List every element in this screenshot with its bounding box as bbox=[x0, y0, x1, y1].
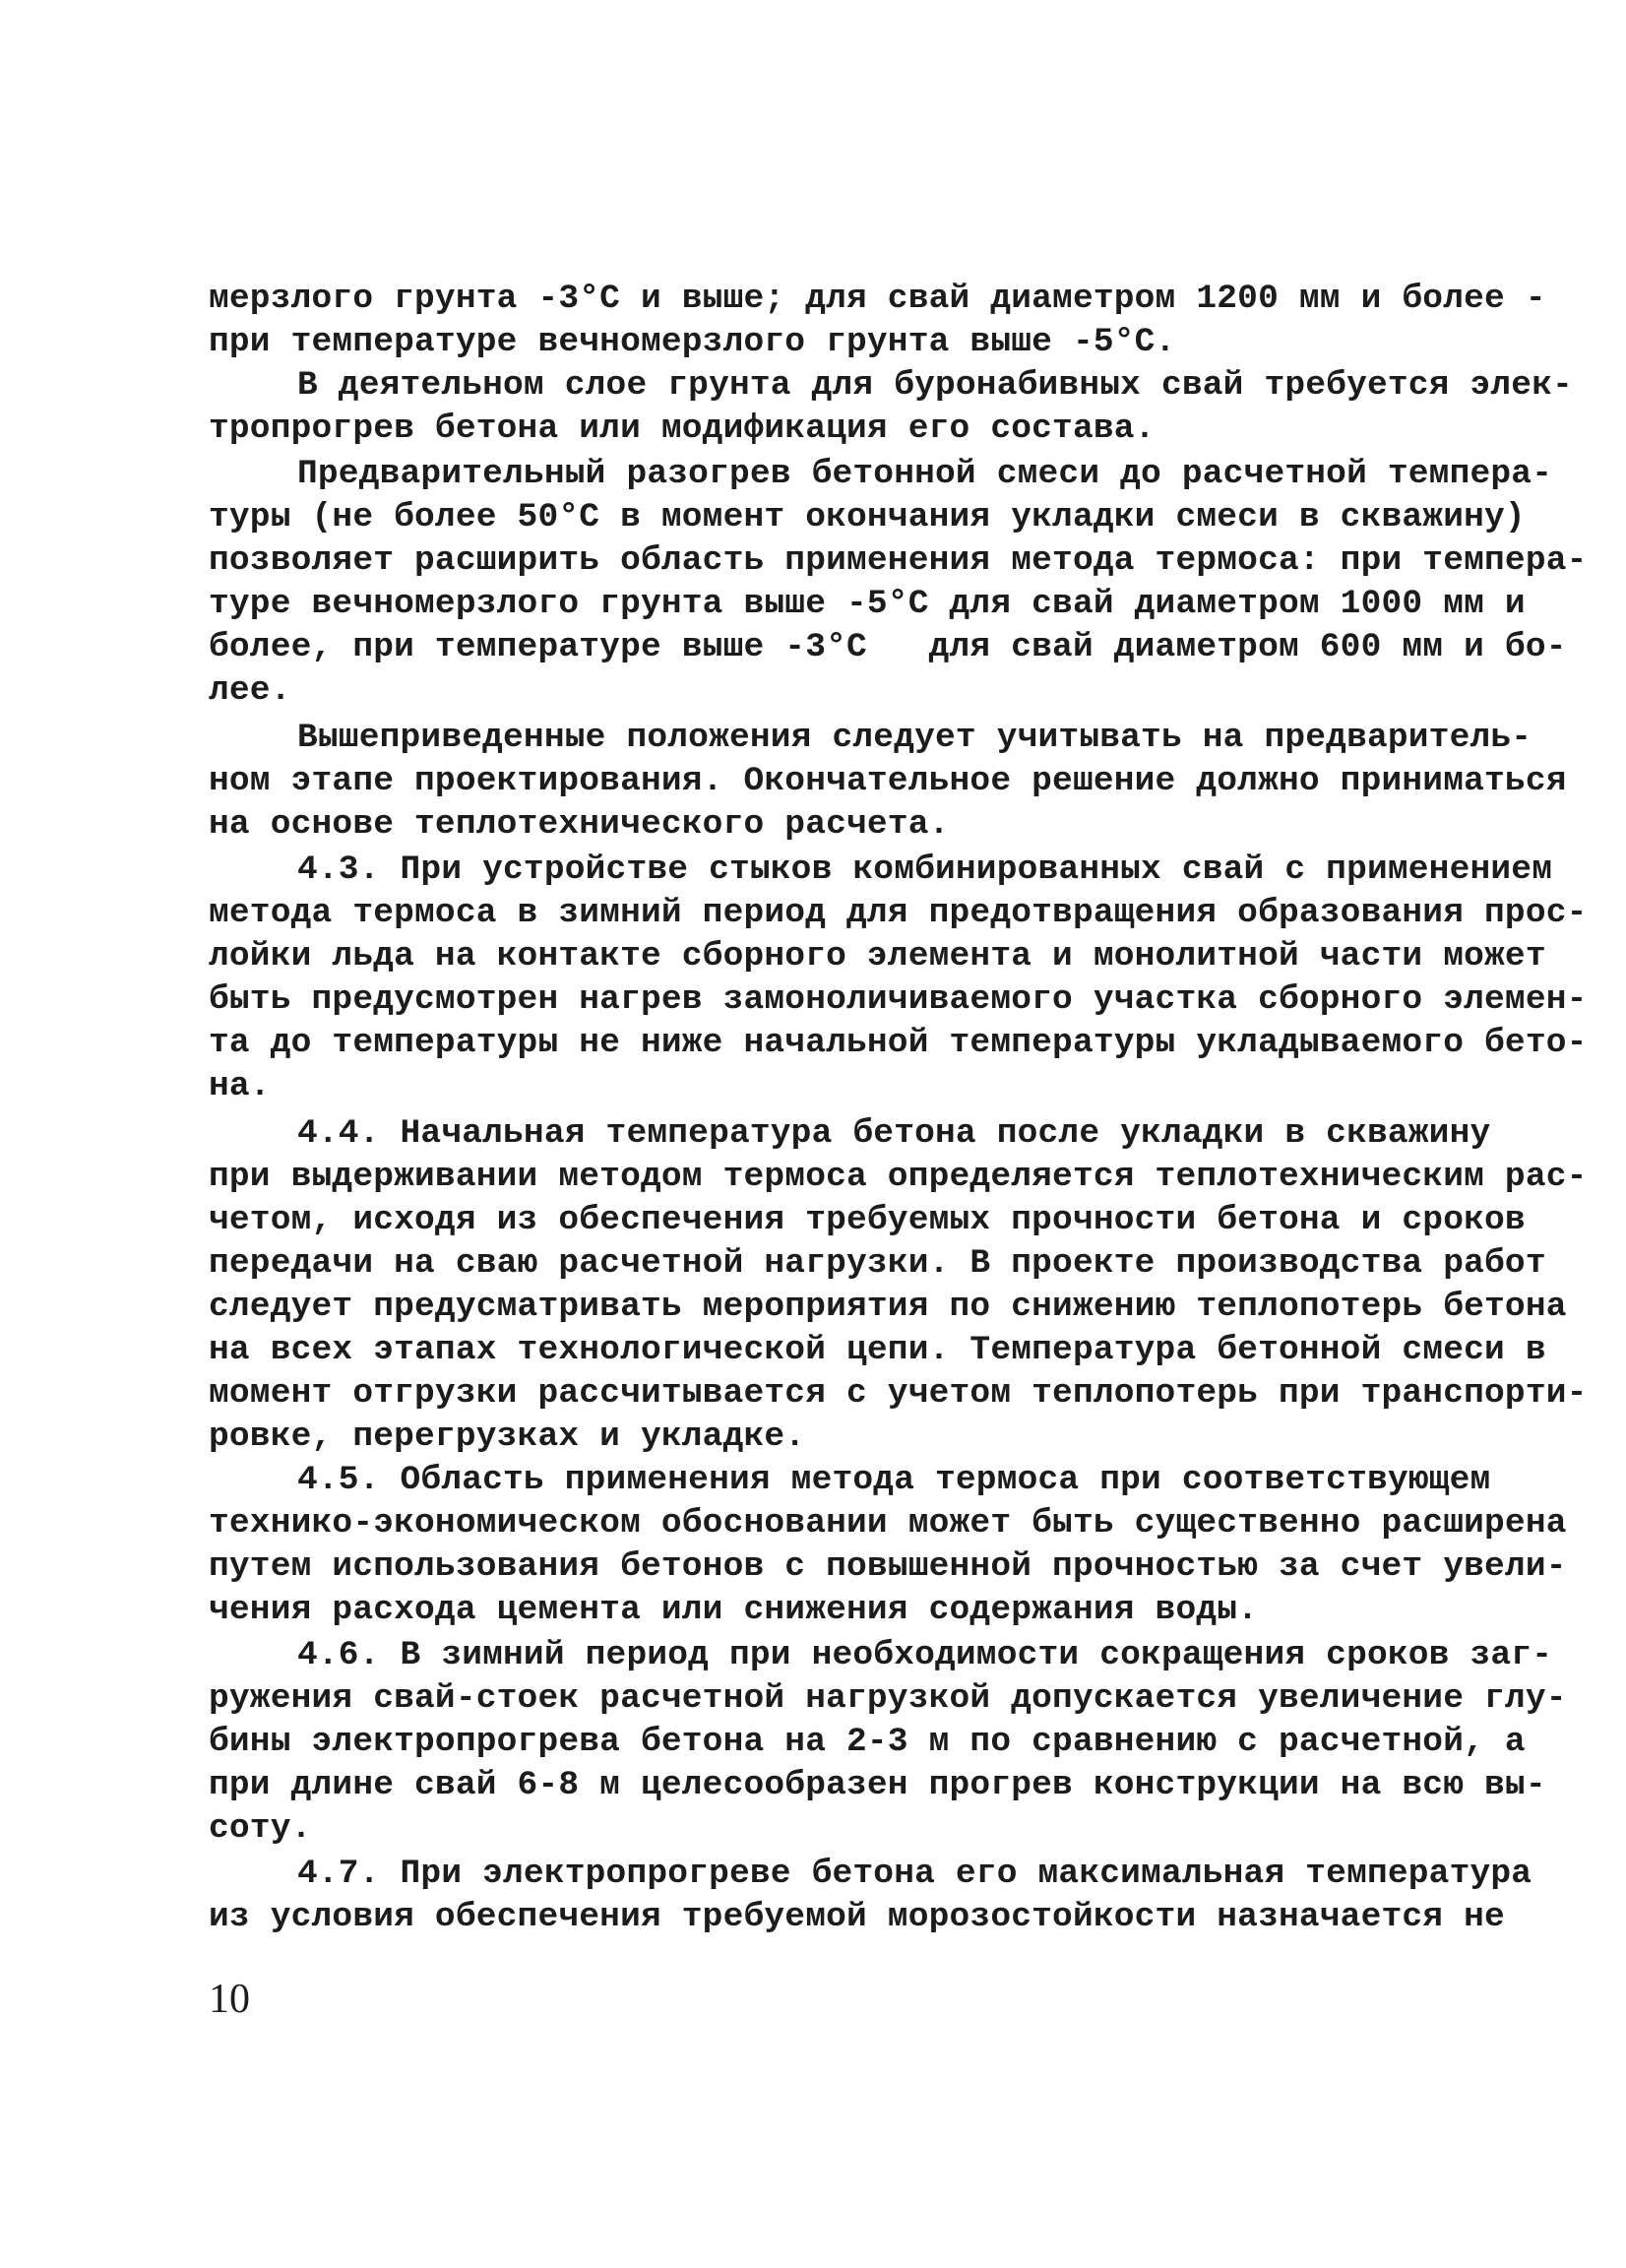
text-line: мерзлого грунта -3°С и выше; для свай диаметром 1200 мм и более - bbox=[209, 280, 1546, 318]
text-line: соту. bbox=[209, 1809, 312, 1848]
text-line: чения расхода цемента или снижения содержания воды. bbox=[209, 1591, 1259, 1629]
text-line: при длине свай 6-8 м целесообразен прогрев конструкции на всю вы- bbox=[209, 1766, 1546, 1804]
text-line: ружения свай-стоек расчетной нагрузкой допускается увеличение глу- bbox=[209, 1679, 1567, 1718]
text-line: лойки льда на контакте сборного элемента и монолитной части может bbox=[209, 937, 1546, 976]
section-4-3-first-line: 4.3. При устройстве стыков комбинированных свай с применением bbox=[297, 850, 1553, 889]
text-line: бины электропрогрева бетона на 2-3 м по сравнению с расчетной, а bbox=[209, 1723, 1526, 1761]
text-line: туре вечномерзлого грунта выше -5°С для свай диаметром 1000 мм и bbox=[209, 585, 1526, 623]
text-line: ровке, перегрузках и укладке. bbox=[209, 1418, 806, 1456]
text-line: следует предусматривать мероприятия по снижению теплопотерь бетона bbox=[209, 1288, 1567, 1326]
text-line: та до температуры не ниже начальной температуры укладываемого бето- bbox=[209, 1024, 1588, 1062]
paragraph-first-line: Вышеприведенные положения следует учитывать на предваритель- bbox=[297, 719, 1532, 757]
text-line: момент отгрузки рассчитывается с учетом теплопотерь при транспорти- bbox=[209, 1374, 1588, 1413]
text-line: из условия обеспечения требуемой морозостойкости назначается не bbox=[209, 1898, 1505, 1936]
text-line: технико-экономическом обосновании может быть существенно расширена bbox=[209, 1504, 1567, 1543]
text-line: передачи на сваю расчетной нагрузки. В проекте производства работ bbox=[209, 1244, 1546, 1283]
section-4-6-first-line: 4.6. В зимний период при необходимости сокращения сроков заг- bbox=[297, 1636, 1553, 1674]
text-line: лее. bbox=[209, 671, 291, 710]
text-line: на. bbox=[209, 1067, 271, 1105]
page-number: 10 bbox=[209, 1977, 250, 2022]
text-line: позволяет расширить область применения метода термоса: при темпера- bbox=[209, 541, 1588, 580]
text-line: более, при температуре выше -3°С для свай диаметром 600 мм и бо- bbox=[209, 628, 1567, 666]
text-line: ном этапе проектирования. Окончательное решение должно приниматься bbox=[209, 762, 1567, 800]
section-4-5-first-line: 4.5. Область применения метода термоса при соответствующем bbox=[297, 1461, 1491, 1499]
section-4-7-first-line: 4.7. При электропрогреве бетона его максимальная температура bbox=[297, 1855, 1532, 1893]
text-line: четом, исходя из обеспечения требуемых прочности бетона и сроков bbox=[209, 1201, 1526, 1239]
text-line: путем использования бетонов с повышенной прочностью за счет увели- bbox=[209, 1547, 1567, 1586]
text-line: на основе теплотехнического расчета. bbox=[209, 805, 950, 844]
text-line: при температуре вечномерзлого грунта выше -5°С. bbox=[209, 323, 1176, 361]
text-line: быть предусмотрен нагрев замоноличиваемого участка сборного элемен- bbox=[209, 980, 1588, 1019]
text-line: туры (не более 50°С в момент окончания укладки смеси в скважину) bbox=[209, 498, 1526, 536]
section-4-4-first-line: 4.4. Начальная температура бетона после укладки в скважину bbox=[297, 1114, 1491, 1153]
paragraph-first-line: Предварительный разогрев бетонной смеси до расчетной темпера- bbox=[297, 455, 1553, 493]
text-line: на всех этапах технологической цепи. Температура бетонной смеси в bbox=[209, 1331, 1546, 1369]
text-line: тропрогрев бетона или модификация его состава. bbox=[209, 410, 1156, 448]
paragraph-first-line: В деятельном слое грунта для буронабивных свай требуется элек- bbox=[297, 366, 1574, 405]
text-line: метода термоса в зимний период для предотвращения образования прос- bbox=[209, 894, 1588, 932]
text-line: при выдерживании методом термоса определяется теплотехническим рас- bbox=[209, 1158, 1588, 1196]
